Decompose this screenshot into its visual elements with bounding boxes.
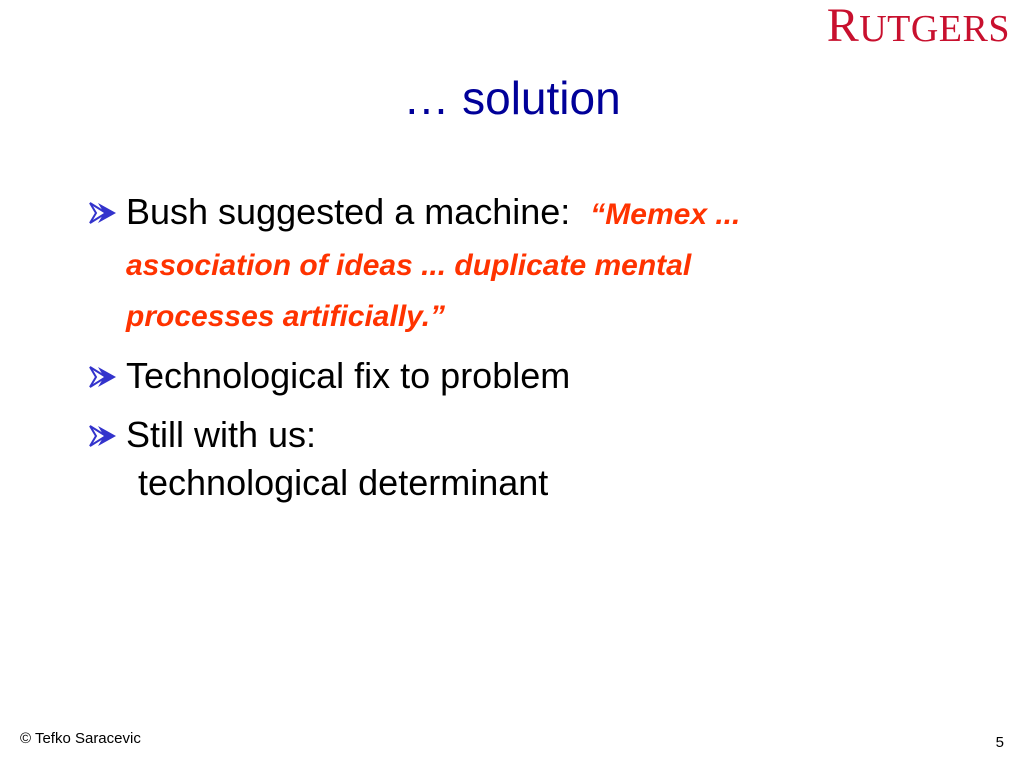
arrow-bullet-icon bbox=[88, 200, 118, 226]
quote-text: association of ideas ... duplicate mental bbox=[126, 249, 692, 282]
rutgers-logo bbox=[827, 2, 1010, 50]
logo-initial: R bbox=[826, 0, 860, 52]
bullet-text: Technological fix to problem bbox=[126, 355, 571, 396]
logo-rest: UTGERS bbox=[859, 8, 1010, 50]
copyright-footer: © Tefko Saracevic bbox=[20, 730, 141, 747]
slide-title: … solution bbox=[403, 72, 621, 124]
arrow-bullet-icon bbox=[88, 423, 118, 449]
bullet-text: Still with us: bbox=[126, 414, 317, 455]
quote-text: “Memex ... bbox=[590, 198, 741, 231]
bullet-list bbox=[88, 188, 968, 518]
bullet-subtext: technological determinant bbox=[138, 462, 549, 503]
bullet-text: Bush suggested a machine: bbox=[126, 191, 571, 232]
quote-text: processes artificially.” bbox=[126, 300, 446, 333]
bullet-item bbox=[88, 352, 968, 400]
bullet-item bbox=[88, 188, 968, 341]
page-number: 5 bbox=[995, 734, 1004, 751]
arrow-bullet-icon bbox=[88, 364, 118, 390]
bullet-item bbox=[88, 411, 968, 507]
